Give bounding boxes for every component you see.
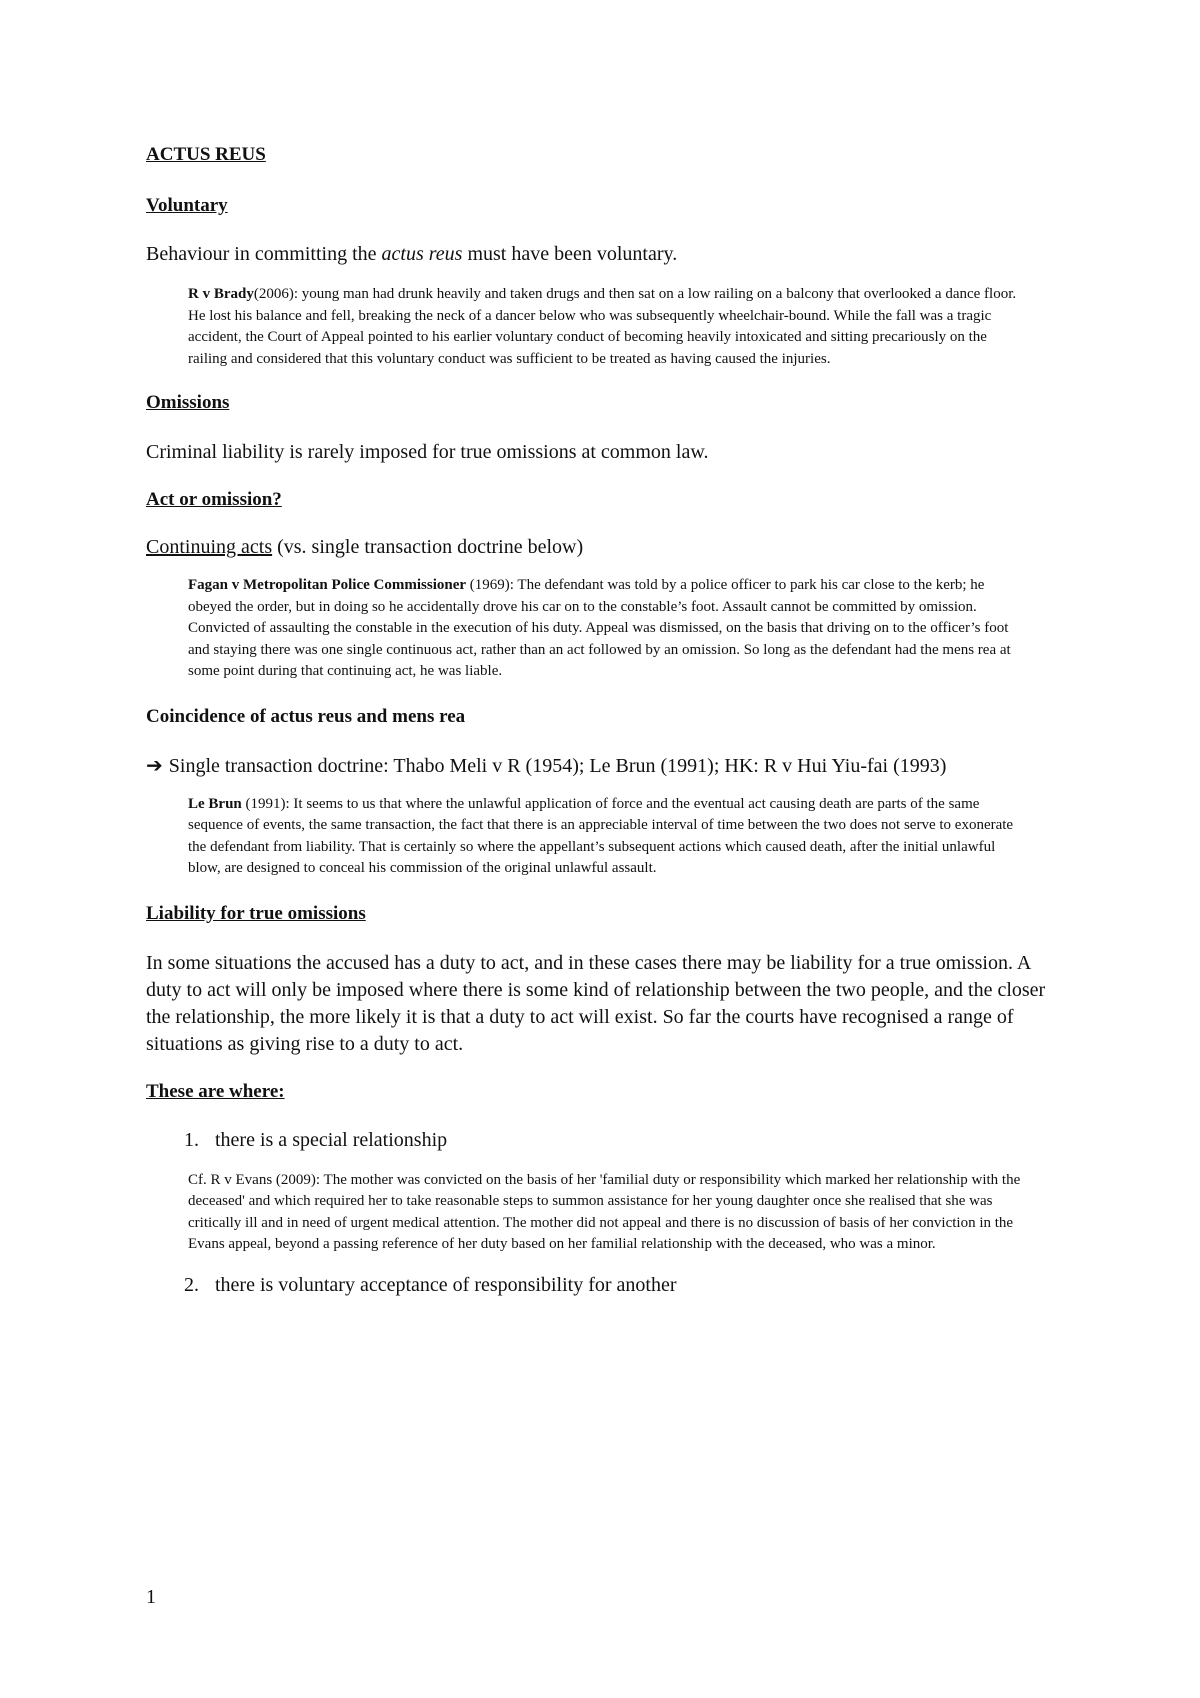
voluntary-text-italic: actus reus	[381, 243, 463, 265]
case-prefix-evans: Cf.	[188, 1171, 211, 1188]
voluntary-statement	[146, 241, 1066, 268]
document-body	[146, 143, 1066, 1299]
case-brady	[188, 284, 1028, 370]
case-fagan	[188, 575, 1028, 683]
heading-voluntary: Voluntary	[146, 195, 228, 216]
heading-liability: Liability for true omissions	[146, 902, 366, 924]
list-item-number: 2.	[184, 1273, 199, 1296]
list-item-text: there is voluntary acceptance of responsibility for another	[215, 1273, 677, 1296]
list-item	[184, 1272, 1066, 1299]
voluntary-text-pre: Behaviour in committing the	[146, 243, 382, 265]
case-text-brady: (2006): young man had drunk heavily and taken drugs and then sat on a low railing on a balcony that overlooked a dance floor. He lost his balance and fell, breaking the neck of a dancer below who was subsequently wheelchair-bound. While the fall was a tragic accident, the Court of Appeal pointed to his earlier voluntary conduct of becoming heavily intoxicated and sitting precariously on the railing and considered that this voluntary conduct was sufficient to be treated as having caused the injuries.	[188, 286, 1017, 367]
case-evans	[188, 1170, 1028, 1256]
heading-actus-reus: ACTUS REUS	[146, 144, 266, 165]
case-name-brady: R v Brady	[188, 286, 254, 302]
case-le-brun	[188, 794, 1028, 880]
single-transaction-line	[146, 753, 1066, 780]
case-name-fagan: Fagan v Metropolitan Police Commissioner	[188, 577, 467, 593]
list-item-text: there is a special relationship	[215, 1128, 448, 1151]
case-text-fagan: (1969): The defendant was told by a police officer to park his car close to the kerb; he obeyed the order, but in doing so he accidentally drove his car on to the constable’s foot. Assault cannot be committed by omission. Convicted of assaulting the constable in the execution of his duty. Appeal was dismissed, on the basis that driving on to the officer’s foot and staying there was one single continuous act, rather than an act followed by an omission. So long as the defendant had the mens rea at some point during that continuing act, he was liable.	[188, 577, 1011, 679]
case-text-le-brun: (1991): It seems to us that where the unlawful application of force and the eventual act causing death are parts of the same sequence of events, the same transaction, the fact that there is an appreciable interval of time between the two does not serve to exonerate the defendant from liability. That is certainly so where the appellant’s subsequent actions which caused death, after the initial unlawful blow, are designed to conceal his commission of the original unlawful assault.	[188, 795, 1014, 876]
page-number: 1	[146, 1586, 156, 1608]
heading-coincidence: Coincidence of actus reus and mens rea	[146, 705, 466, 727]
heading-omissions: Omissions	[146, 392, 230, 413]
list-item-number: 1.	[184, 1128, 199, 1151]
continuing-acts-note: (vs. single transaction doctrine below)	[272, 536, 584, 558]
heading-these-are-where: These are where:	[146, 1080, 285, 1102]
case-text-evans: (2009): The mother was convicted on the basis of her 'familial duty or responsibility which marked her relationship with the deceased' and which required her to take reasonable steps to summon assistance for her young daughter once she realised that she was critically ill and in need of urgent medical attention. The mother did not appeal and there is no discussion of basis of her conviction in the Evans appeal, beyond a passing reference of her duty based on her familial relationship with the deceased, who was a minor.	[188, 1171, 1021, 1252]
voluntary-text-post: must have been voluntary.	[462, 243, 678, 265]
continuing-acts-line	[146, 534, 1066, 561]
case-name-evans: R v Evans	[210, 1171, 273, 1188]
liability-paragraph: In some situations the accused has a duty to act, and in these cases there may be liability for a true omission. A duty to act will only be imposed where there is some kind of relationship between the two people, and the closer the relationship, the more likely it is that a duty to act will exist. So far the courts have recognised a range of situations as giving rise to a duty to act.	[146, 951, 1046, 1055]
heading-act-or-omission: Act or omission?	[146, 489, 282, 510]
arrow-right-icon: ➔	[146, 754, 163, 777]
single-transaction-text: Single transaction doctrine: Thabo Meli v R (1954); Le Brun (1991); HK: R v Hui Yiu-fai (1993)	[168, 754, 947, 777]
case-name-le-brun: Le Brun	[188, 795, 242, 812]
list-item	[184, 1127, 1066, 1154]
continuing-acts-label: Continuing acts	[146, 536, 273, 558]
omissions-statement: Criminal liability is rarely imposed for true omissions at common law.	[146, 441, 709, 463]
